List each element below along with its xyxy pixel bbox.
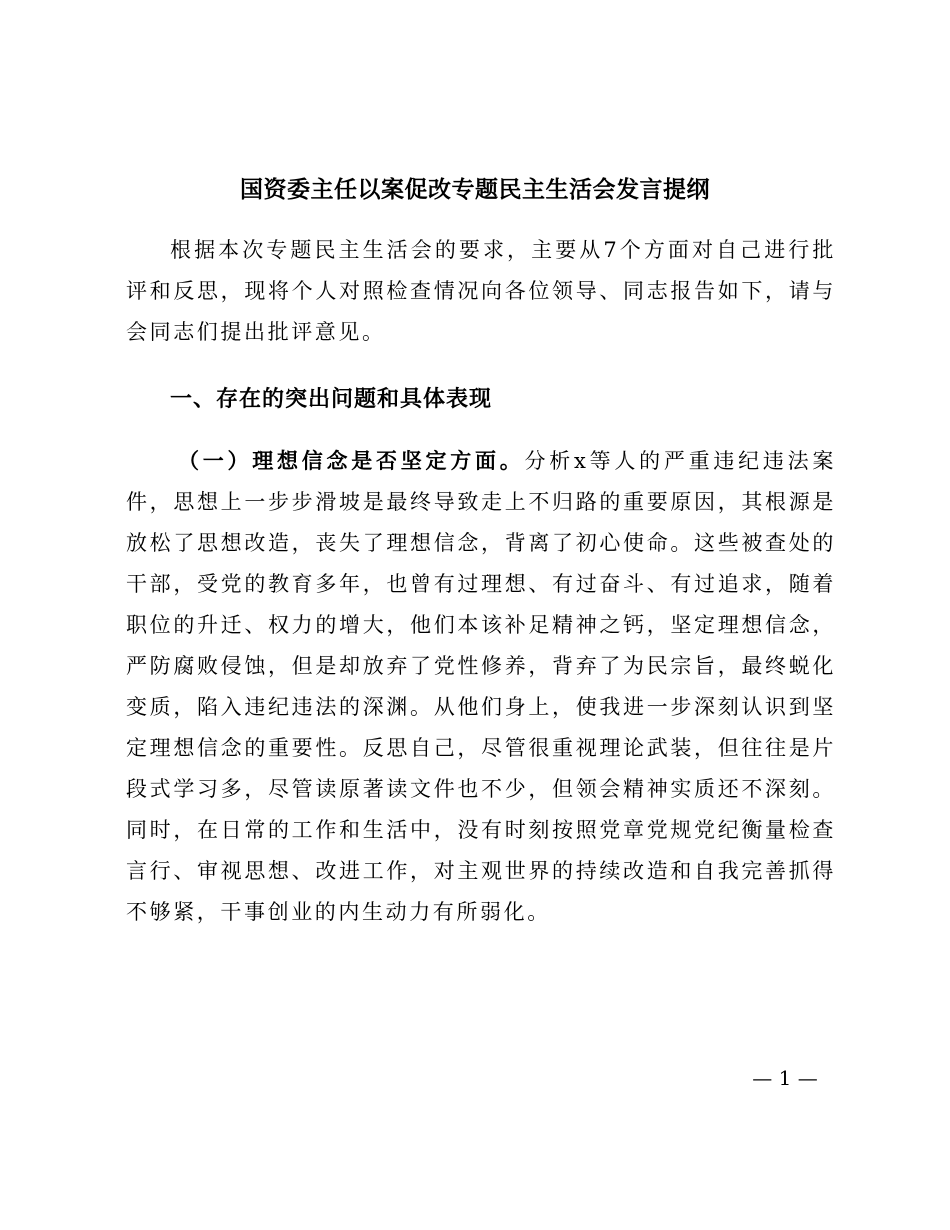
sub-heading: （一）理想信念是否坚定方面。 (178, 448, 525, 473)
body-paragraph (126, 440, 836, 933)
document-title: 国资委主任以案促改专题民主生活会发言提纲 (240, 176, 710, 203)
body-text: 分析x等人的严重违纪违法案件，思想上一步步滑坡是最终导致走上不归路的重要原因，其根源是放松了思想改造，丧失了理想信念，背离了初心使命。这些被查处的干部，受党的教育多年，也曾有过理想、有过奋斗、有过追求，随着职位的升迁、权力的增大，他们本该补足精神之钙，坚定理想信念，严防腐败侵蚀，但是却放弃了党性修养，背弃了为民宗旨，最终蜕化变质，陷入违纪违法的深渊。从他们身上，使我进一步深刻认识到坚定理想信念的重要性。反思自己，尽管很重视理论武装，但往往是片段式学习多，尽管读原著读文件也不少，但领会精神实质还不深刻。同时，在日常的工作和生活中，没有时刻按照党章党规党纪衡量检查言行、审视思想、改进工作，对主观世界的持续改造和自我完善抓得不够紧，干事创业的内生动力有所弱化。 (126, 449, 836, 924)
page-number: — 1 — (752, 1066, 818, 1090)
section-heading: 一、存在的突出问题和具体表现 (170, 387, 493, 412)
intro-paragraph: 根据本次专题民主生活会的要求，主要从7个方面对自己进行批评和反思，现将个人对照检查情况向各位领导、同志报告如下，请与会同志们提出批评意见。 (126, 238, 836, 344)
